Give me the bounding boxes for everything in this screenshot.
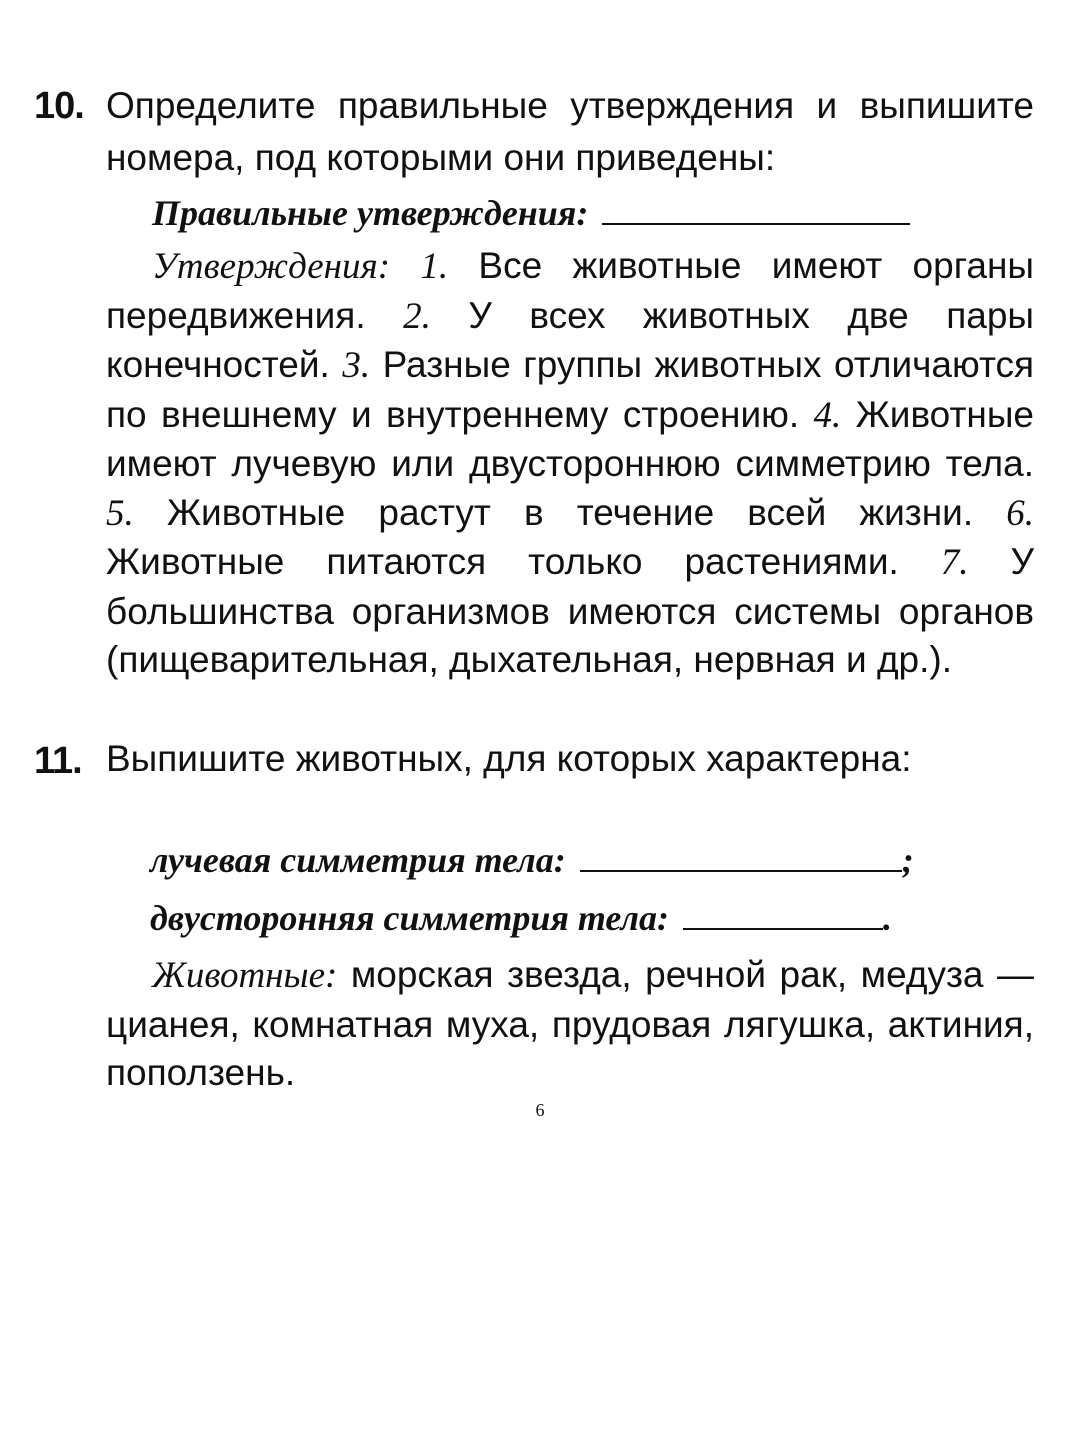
statement-text: У большинства организмов имеются системы органов (пищеварительная, дыхательная, нервная и др.).	[106, 541, 1035, 680]
task-number: 11.	[34, 740, 82, 782]
statement-number: 7.	[940, 542, 969, 583]
answer-line-bilateral: двусторонняя симметрия тела: .	[150, 898, 892, 938]
page-number: 6	[535, 1100, 545, 1120]
statement-number: 5.	[106, 492, 134, 534]
statement-number: 4.	[813, 394, 842, 436]
answer-line-correct: Правильные утверждения:	[152, 192, 910, 234]
statement-text: У всех животных две пары конечностей.	[106, 294, 1035, 385]
animals-paragraph: Животные: морская звезда, речной рак, медуза — цианея, комнатная муха, прудовая лягушка, актиния, поползень.	[106, 954, 1035, 1093]
task-number: 10.	[34, 85, 84, 127]
statement-text: Животные питаются только растениями.	[106, 541, 899, 582]
answer-line-radial: лучевая симметрия тела: ;	[150, 840, 914, 880]
task-question: Определите правильные утверждения и выпишите номера, под которыми они приведены:	[106, 85, 1034, 178]
statement-text: Животные растут в течение всей жизни.	[166, 491, 974, 533]
statement-number: 3.	[342, 345, 371, 386]
answer-blank[interactable]	[683, 898, 883, 930]
task-11	[34, 735, 1034, 1105]
statements-paragraph: Утверждения: 1. Все животные имеют органы передвижения. 2. У всех животных две пары конечностей. 3. Разные группы животных отличаются по внешнему и внутреннему строению. 4. Животные имеют лучевую или двустороннюю симметрию тела. 5. Животные растут в течение всей жизни. 6. Животные питаются только растениями. 7. У большинства организмов имеются системы органов (пищеварительная, дыхательная, нервная и др.).	[106, 245, 1035, 680]
statement-text: Животные имеют лучевую или двустороннюю симметрию тела.	[106, 393, 1034, 484]
answer-blank[interactable]	[602, 193, 910, 225]
statement-text: Разные группы животных отличаются по внешнему и внутреннему строению.	[106, 344, 1035, 435]
statement-number: 1.	[420, 246, 449, 287]
statement-text: Все животные имеют органы передвижения.	[106, 245, 1035, 336]
task-10	[34, 80, 1034, 720]
answer-blank[interactable]	[580, 840, 902, 872]
task-question: Выпишите животных, для которых характерна:	[106, 738, 912, 779]
statement-number: 2.	[403, 295, 431, 337]
statement-number: 6.	[1006, 492, 1035, 534]
